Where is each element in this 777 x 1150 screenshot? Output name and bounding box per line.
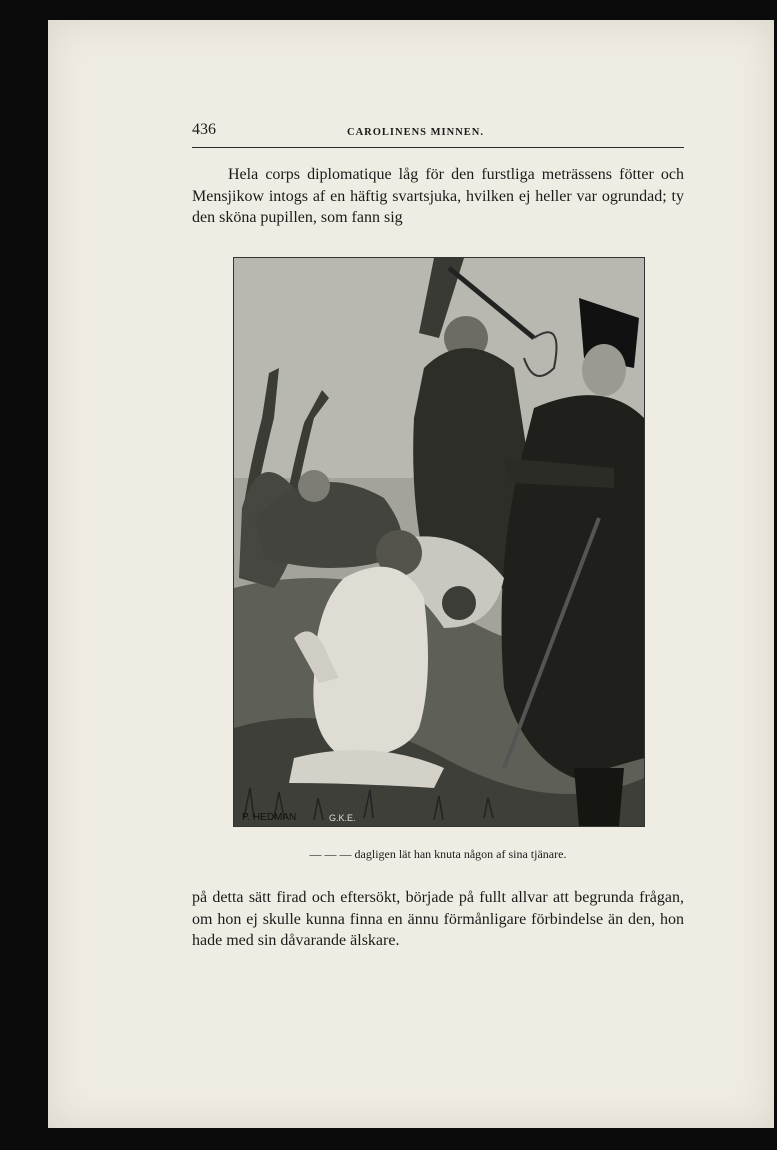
illustration	[233, 257, 645, 827]
illustration-drawing	[234, 258, 644, 826]
paragraph-bottom: på detta sätt firad och eftersökt, började på fullt allvar att begrunda frågan, om hon ej skulle kunna finna en ännu förmånligare förbindelse än den, hon hade med sin dåvarande älskare.	[192, 889, 684, 949]
artist-signature: P. HEDMAN	[242, 812, 297, 823]
illustration-caption: — — — dagligen lät han knuta någon af sina tjänare.	[309, 847, 567, 861]
engraver-mark: G.K.E.	[329, 813, 356, 823]
page-number: 436	[192, 121, 216, 138]
page-header	[192, 121, 684, 148]
paragraph-top: Hela corps diplomatique låg för den furstliga meträssens fötter och Mensjikow intogs af en häftig svartsjuka, hvilken ej heller var ogrundad; ty den sköna pupillen, som fann sig	[192, 166, 684, 226]
book-page	[48, 20, 774, 1128]
running-head: CAROLINENS MINNEN.	[347, 127, 485, 138]
